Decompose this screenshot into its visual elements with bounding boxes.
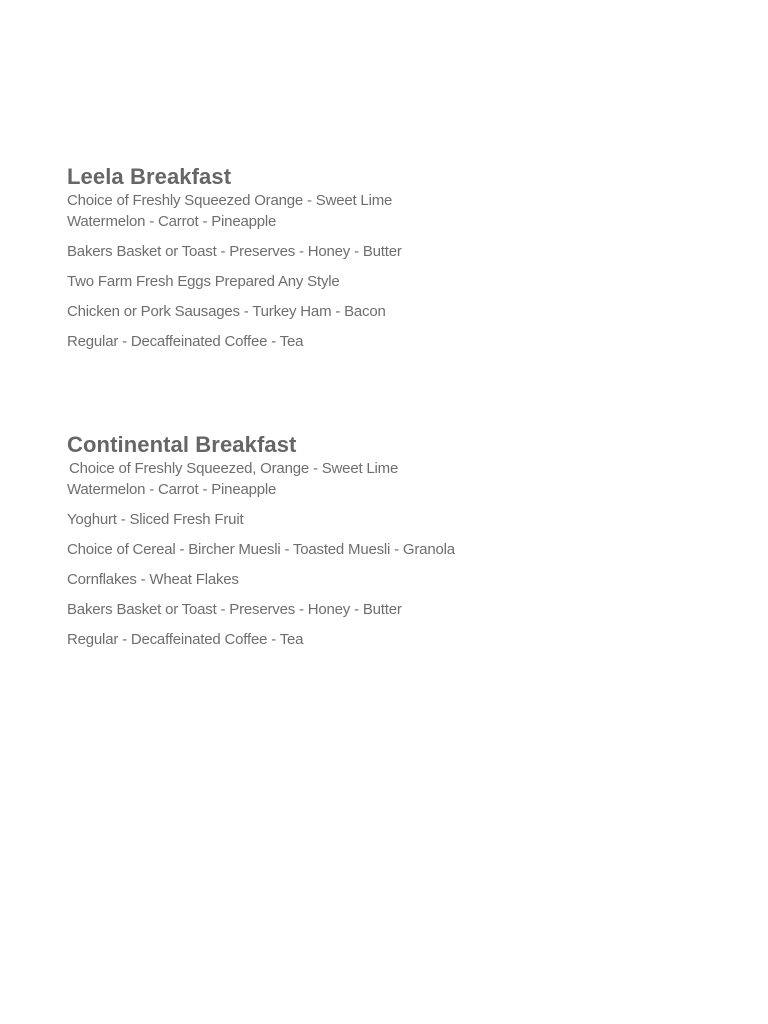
section-leela-breakfast bbox=[67, 163, 727, 352]
menu-item: Watermelon - Carrot - Pineapple bbox=[67, 213, 277, 230]
menu-item: Two Farm Fresh Eggs Prepared Any Style bbox=[67, 273, 340, 290]
menu-item: Yoghurt - Sliced Fresh Fruit bbox=[67, 511, 244, 528]
menu-item: Choice of Freshly Squeezed, Orange - Sweet Lime bbox=[69, 460, 399, 477]
menu-item: Watermelon - Carrot - Pineapple bbox=[67, 481, 277, 498]
menu-item: Choice of Cereal - Bircher Muesli - Toasted Muesli - Granola bbox=[67, 541, 455, 558]
menu-item: Cornflakes - Wheat Flakes bbox=[67, 571, 239, 588]
section-title: Leela Breakfast bbox=[67, 164, 232, 189]
menu-item: Bakers Basket or Toast - Preserves - Honey - Butter bbox=[67, 601, 402, 618]
section-title: Continental Breakfast bbox=[67, 432, 297, 457]
menu-item: Regular - Decaffeinated Coffee - Tea bbox=[67, 333, 304, 350]
menu-item: Chicken or Pork Sausages - Turkey Ham - Bacon bbox=[67, 303, 386, 320]
menu-item: Regular - Decaffeinated Coffee - Tea bbox=[67, 631, 304, 648]
section-continental-breakfast bbox=[67, 431, 727, 650]
menu-item: Bakers Basket or Toast - Preserves - Honey - Butter bbox=[67, 243, 402, 260]
menu-item: Choice of Freshly Squeezed Orange - Sweet Lime bbox=[67, 192, 393, 209]
